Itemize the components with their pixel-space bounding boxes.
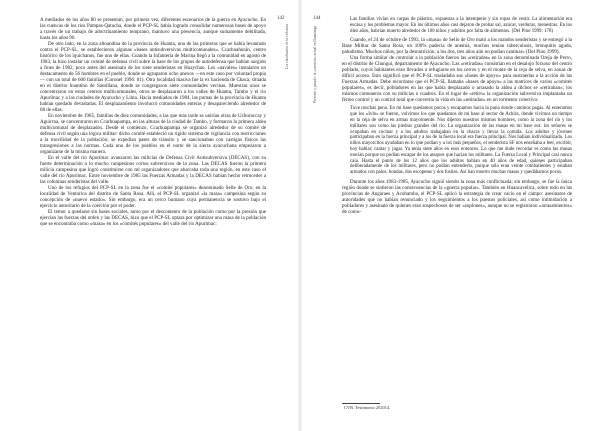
left-running-head: Los clasificados de la violencia bbox=[285, 24, 289, 70]
footnote: CVR. Testimonio 202014. bbox=[344, 405, 391, 410]
right-page bbox=[300, 0, 600, 431]
left-text-column bbox=[40, 17, 266, 227]
left-paragraph: De otro lado, en la zona altoandina de la provincia de Huanta, una de las primeras que se había levantado contra el PCP-SL, se establecieron algunas «bases antisubversivas multicomunales». Ccarhuahurán, centro histórico de los iquichanos, fue uno de ellas. Cuando la Infantería de Marina llegó a la comunidad en agosto de 1983, la hizo instalar un comité de defensa civil sobre la base de los grupos de autodefensa que habían surgido a fines de 1982, poco antes del asesinato de los siete senderistas en Huaychao. Los «navales» instalaron un destacamento de 56 hombres en el pueblo, donde se agruparon ocho anexos —en este caso por voluntad propia— con un total de 600 familias (Coronel 1996: 81). Otra localidad masiva fue la ex hacienda de Chaca, situada en el distrito huantino de Santillana, donde se congregaron siete comunidades vecinas. Muestras unos se concentraron en estos centros multicomunales, otros se desplazaron a los valles de Huanta, Tambo y el río Apurímac y a las ciudades de Ayacucho y Lima. Hacia mediados de 1984, las pumas de la provincia de Huanta habían quedado devastadas. El desplazamiento involucró comunidades enteras y desapareciendo alrededor de 68 de ellas. bbox=[40, 41, 266, 113]
left-paragraph: Uno de los refugios del PCP-SL en la zona fue el «comité populares» denominado Selle de Oro, en la localidad de Venturica del distrito de Santa Rosa. Allí, el PCP-SL organizó «la masa» campesina según su concepción de «nuevo estado». Sin embargo, era un cerco humano cuya permanencia se sostuvo bajo el ejercicio autoritario de la coerción por el poder. bbox=[40, 185, 266, 209]
left-paragraph: El temor a quedarse sin bases sociales, tanto por el descontento de la población como por la presión que ejercían las fuerzas del orden y las DECAS, hizo que el PCP-SL optara por optimizar una masa de la población que se encontraba como «masa» en los «comités populares» del valle del río Apurímac: bbox=[40, 209, 266, 227]
right-block-quote: Tuve muchas pena. En mi base quedamos pocos y escapamos hacia la puna donde caminos pagas. Al enteramos que los «Ivlo» se fueron, volvimos los que quedamos de mi base al sector de Achira, donde vivimos un tiempo en la ceja de selva en armas mayormente. Nos dijeron nuestros mismos hombres, como la zona del río y los militares son como las piedras grandes del río. La organización de las masas en mi base era: los señores se ocupaban en cocinar y a los adultos trabajaban en la chacra y llevar la comida. Los adultos y jóvenes participaban en la fuerza principal y a los de la fuerza local era fuerza principal. Nos habían individualizado. Los niños mayorcitos ayudaban en lo que podían y a los más pequeños, el senderista SF nos enseñaba a leer, escribir, hoy hablar, cantar y jugar. Ya tenía siete años en esos entonces. Lo que me dude recordar es como las masas morían porque no podían escapar de los ataques que hacían los militares. La Fuerza Local y Principal casi nunca caía. Hasta el punto de los 12 años que los adultos habían en 40 años de edad, quienes participaban deliberadamente de los militares, pero no podían entenderlo, porque sólo eran veinte combatientes y estaban armados con palos, hondas, dos escopetas y dos fusiles. Así han muerto muchas masas y quedábamos pocos. bbox=[350, 106, 572, 176]
left-paragraph: En el valle del río Apurímac avanzaron las milicias de Defensa Civil Antisubversiva (DECAS), con su fuerte determinación a lo mucho campesinos cortos subversivos de la zona. Las DECAS fueron la primera milicia campesina que logró constituirse con ml organizadores que abarcaba toda una región, en este caso el valle del río Apurímac. Entre noviembre de 1985 las Fuerzas Armadas y la DECAS habían hecho retroceder a las columnas senderistas del valle. bbox=[40, 155, 266, 185]
right-block-quote-continued: Las familias vivían en carpas de plástico, expuestas a la intemperie y sin ropas de vestir. La alimentación era escasa y los problemas mayor. En los últimos años casi dejaron de probar sal, azúcar, verduras, menestras. En los diez años, habrían muerto alrededor de 100 niños y adultos por falta de alimentos. (Del Pino 1999: 178) bbox=[350, 17, 572, 34]
right-paragraph: Una forma similar de controlar a la población fueron las «retiradas» en la zona denominada Oreja de Perro, en el distrito de Chungui, departamento de Ayacucho. Las «retiradas» consistían en el desalojo forzoso del centro poblado, cuyos habitantes eran llevados a refugiarse en los cerros y en el monte de la ceja de selva, en zonas de difícil acceso. Esto significó que el PCP-SL trasladaba sus «bases de apoyo» para sustraerlas a la acción de las Fuerzas Armadas. Debe recordarse que el PCP-SL llamaba «bases de apoyo» a las matrices de varios «comités populares», es decir, pobladores en las que había desplazado o arrasado la aldea a dichos se «retiraban»; los mismos comuneros con su milicias o cuadros. En el lugar de «retiro» la organización subversiva implantaba un férreo control y un control total que convertía la vida en las «retiradas» en un tormento colectivo: bbox=[342, 55, 572, 104]
right-paragraph: Cuando, el 24 de octubre de 1993, la «masa» de Sello de Oro mató a los mandos senderistas y se entregó a la Base Militar de Santa Rosa, un 100% padecía de anemia, muchos tenían tuberculosis, bronquitis aguda, paludismo. Muchos niños, por la desnutrición, a los dos, tres años aún no podían caminar» (Del Pino 1999). bbox=[342, 37, 572, 56]
right-text-column bbox=[342, 17, 572, 215]
left-paragraph: En noviembre de 1985, familias de diez comunidades, a las que más tarde se unirían otras de Uchuraccay y Aguirrna, se concentraron en Ccarhuapampa, en las alturas de la ciudad de Tambo, y formaron la primera aldea multicomunal de desplazados. Desde el comienzo, Ccarhuapampa se organizó alrededor de su comité de defensa civil según una lógica militar: dicho comité estableció un rígido sistema de vigilancia con restricciones a la movilidad de la población; se expedían pases de tránsito y se sancionaban con castigos físicos las transgresiones a las normas. Cada uno de los pueblos en el norte de la sierra ayacuchana empezaron a organizarse de la misma manera. bbox=[40, 113, 266, 155]
left-page-number: 142 bbox=[277, 16, 285, 21]
footnote-rule bbox=[342, 403, 380, 404]
right-running-head: Presente y pasado: la «cuestión» actual en Huamanga bbox=[313, 26, 317, 103]
left-paragraph: A mediados de los años 80 se presentan, por primera vez, diferentes escenarios de la guerra en Ayacucho. En las cuencas de los ríos Pampas-Qatucha, donde el PCP-SL había logrado consolidar numerosas bases de apoyo a través de un trabajo de adoctrinamiento temprano, mantuvo una presencia, aunque sumamente debilitada, hasta los años 90. bbox=[40, 17, 266, 41]
right-paragraph: Durante los años 1983-1985, Ayacucho siguió siendo la zona más conflictuada; sin embargo, se fue la única región donde se sintieron las consecuencias de la «guerra popular». También en Huancavelica, sobre todo en las provincias de Angaraes y Acobamba, el PCP-SL aplicó la estrategia de crear vacío en el campo: asesinatos de autoridades que no habían renunciado y los seguimientos a los puestos policiales, así como intimidación a pobladores y asesinato de quienes eran sospechosos de ser «soplones», aunque no se registraron «arrasamientos» de comu- bbox=[342, 178, 572, 215]
right-page-number: 144 bbox=[313, 16, 321, 21]
